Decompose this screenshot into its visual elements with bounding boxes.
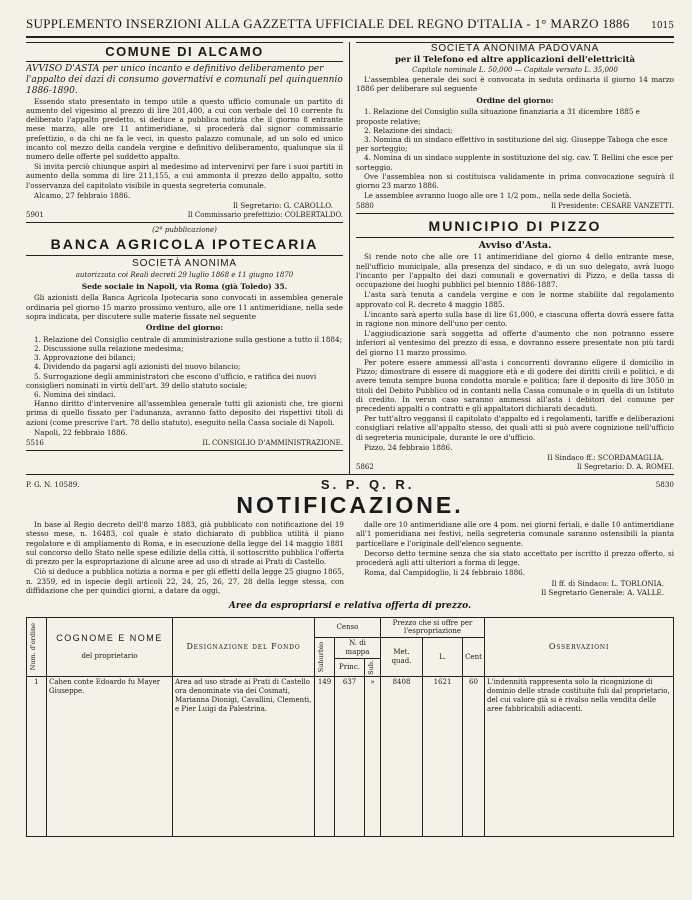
spqr-row xyxy=(26,474,674,494)
col-metri-header: Met. quad. xyxy=(381,638,423,677)
top-columns xyxy=(26,42,674,474)
pgn-number: P. G. N. 10589. xyxy=(26,480,80,490)
pizzo-para: Si rende noto che alle ore 11 antimeridiane del giorno 4 dello entrante mese, nell'ufficio municipale, alla presenza del sindaco, e di un suo delegato, avrà luogo l'incanto per l'appalto dei dazi comunali e governativi di Pizzo, e della tassa di occupazione dei luoghi pubblici pel biennio 1886-1887. xyxy=(356,252,674,290)
pizzo-para: L'aggiudicazione sarà soggetta ad offerte d'aumento che non potranno essere inferiori al ventesimo del prezzo di essa, e dovranno essere presentate non più tardi del giorno 11 marzo prossimo. xyxy=(356,329,674,357)
notificazione-right-para-2: Decorso detto termine senza che sia stato accettato per iscritto il prezzo offerto, si procederà agli atti ulteriori a forma di legge. xyxy=(356,548,674,568)
col-sub-header: Sub. xyxy=(365,659,381,677)
notificazione-num: 5830 xyxy=(655,480,674,490)
notificazione-left xyxy=(26,520,350,597)
pizzo-date: Pizzo, 24 febbraio 1886. xyxy=(364,442,453,452)
pizzo-subtitle: Avviso d'Asta. xyxy=(478,240,552,252)
col-num-header: Num. d'ordine xyxy=(27,617,47,677)
padovana-para-2: Ove l'assemblea non si costituisca validamente in prima convocazione seguirà il giorno 23 marzo 1886. xyxy=(356,171,674,191)
banca-footer xyxy=(26,438,343,451)
padovana-capitale: Capitale nominale L. 50,000 — Capitale versato L. 35,000 xyxy=(412,66,618,75)
padovana-ordine: Ordine del giorno: xyxy=(476,95,554,105)
pizzo-sign-2: Il Segretario: D. A. ROMEI. xyxy=(576,463,674,472)
banca-date: Napoli, 22 febbraio 1886. xyxy=(34,427,128,437)
col-nome-subtitle: del proprietario xyxy=(81,652,138,661)
pizzo-para: L'incanto sarà aperto sulla base di lire 61,000, e ciascuna offerta dovrà essere fatta in ragione non minore dell'uno per cento. xyxy=(356,309,674,329)
banca-num: 5516 xyxy=(26,439,44,448)
notificazione-date: Roma, dal Campidoglio, li 24 febbraio 1886. xyxy=(364,568,526,578)
right-column xyxy=(350,42,674,474)
notificazione-left-para-2: Ciò si deduce a pubblica notizia a norma e per gli effetti della legge 25 giugno 1865, n. 2359, ed in ispecie degli articoli 22, 24, 25, 26, 27, 28 della legge stessa, con diffidazione che per quindici giorni, a datare da oggi, xyxy=(26,567,344,595)
agenda-item: 1. Relazione del Consiglio centrale di amministrazione sulla gestione a tutto il 1884; xyxy=(34,334,343,344)
pizzo-notice xyxy=(356,217,674,473)
padovana-sign: Il Presidente: CESARE VANZETTI. xyxy=(550,202,674,211)
alcamo-notice xyxy=(26,42,343,224)
table-row xyxy=(27,677,674,837)
agenda-item: 3. Approvazione dei bilanci; xyxy=(34,353,136,363)
col-nome-title: COGNOME E NOME xyxy=(56,632,163,643)
alcamo-sign-1: Il Segretario: G. CAROLLO. xyxy=(232,201,333,211)
banca-sign: IL CONSIGLIO D'AMMINISTRAZIONE. xyxy=(202,439,343,448)
banca-soc: SOCIETÀ ANONIMA xyxy=(132,258,237,270)
agenda-item: 2. Discussione sulla relazione medesima; xyxy=(34,343,184,353)
alcamo-para-2: Si invita perciò chiunque aspiri al medesimo ad intervenirvi per fare i suoi partiti in aumento della somma di lire 211,155, a cui ammonta il prezzo dello appalto, sotto l'osservanza del capitolato visibile in questa segreteria comunale. xyxy=(26,162,343,190)
padovana-notice xyxy=(356,42,674,215)
col-nome-header xyxy=(47,617,173,677)
cell-metri: 8408 xyxy=(381,677,423,837)
banca-auth: autorizzata coi Reali decreti 29 luglio 1868 e 11 giugno 1870 xyxy=(75,270,294,279)
expropriation-table xyxy=(26,617,674,838)
masthead-title: SUPPLEMENTO INSERZIONI ALLA GAZZETTA UFFICIALE DEL REGNO D'ITALIA - 1° MARZO 1886 xyxy=(26,16,630,31)
col-lire-header: L. xyxy=(423,638,463,677)
alcamo-title: COMUNE DI ALCAMO xyxy=(26,42,343,63)
notificazione-left-para: In base al Regio decreto dell'8 marzo 1883, già pubblicato con notificazione del 19 stesso mese, n. 16483, col quale è stato dichiarato di pubblica utilità il piano regolatore e di ampliamento di Roma, e in esecuzione della legge del 14 maggio 1881 sul concorso dello Stato nelle spese edilizie della città, il sottoscritto pubblica l'offerta di prezzo per la espropriazione di alcune aree ad uso di strade ai Prati di Castello. xyxy=(26,520,344,567)
notificazione-sign-2: Il Segretario Generale: A. VALLE. xyxy=(541,587,664,597)
padovana-agenda xyxy=(356,107,674,172)
cell-sub: » xyxy=(365,677,381,837)
banca-para-1: Gli azionisti della Banca Agricola Ipotecaria sono convocati in assemblea generale ordinaria pel giorno 15 marzo prossimo venturo, alle ore 11 antimeridiane, nella sede sopra indicata, per discutere sulle materie fissate nel seguente xyxy=(26,293,343,321)
alcamo-para-1: Essendo stato presentato in tempo utile a questo ufficio comunale un partito di aumento del vigesimo al prezzo di lire 201,400, a cui con verbale del 10 corrente fu deliberato l'appalto predetto, si deduce a pubblica notizia che il giorno 8 entrante mese marzo, alle ore 11 antimeridiane, si procederà dal signor commissario prefettizio, o da chi ne fa le veci, in questo palazzo comunale, ad un solo ed unico incanto col mezzo della candela vergine e definitivo deliberamento, qualunque sia il numero delle offerte pel suddetto appalto. xyxy=(26,96,343,161)
left-column xyxy=(26,42,350,474)
notificazione-right xyxy=(350,520,674,597)
banca-title: BANCA AGRICOLA IPOTECARIA xyxy=(26,235,343,256)
banca-pub: (2ª pubblicazione) xyxy=(152,226,217,235)
table-header-row xyxy=(27,617,674,638)
pizzo-para: L'asta sarà tenuta a candela vergine e con le norme stabilite dal regolamento approvato col R. decreto 4 maggio 1885. xyxy=(356,290,674,309)
col-suburbio-header: Suburbio xyxy=(315,638,335,677)
pizzo-para: Per tutt'altro veggansi il capitolato d'appalto ed i regolamenti, tariffe e deliberazioni consigliari relative all'appalto stesso, dei quali atti si può avere cognizione nell'ufficio di segreteria municipale, durante le ore d'ufficio. xyxy=(356,414,674,442)
notificazione-right-para: dalle ore 10 antimeridiane alle ore 4 pom. nei giorni feriali, e dalle 10 antimeridiane all'1 pomeridiana nei festivi, nella segreteria comunale saranno ostensibili la pianta particellare e l'originale dell'elenco seguente. xyxy=(356,520,674,548)
gazette-page xyxy=(26,16,674,892)
alcamo-footer xyxy=(26,210,343,223)
cell-cent: 60 xyxy=(463,677,485,837)
cell-fondo: Area ad uso strade ai Prati di Castello ora denominate via dei Cosmati, Marianna Dionigi, Cavallini, Clementi, e Pier Luigi da Palestrina. xyxy=(173,677,315,837)
agenda-item: 1. Relazione del Consiglio sulla situazione finanziaria a 31 dicembre 1885 e proposte relative; xyxy=(356,107,640,126)
notificazione-title: NOTIFICAZIONE. xyxy=(236,492,464,519)
col-prezzo-header: Prezzo che si offre per l'espropriazione xyxy=(381,617,485,638)
page-number: 1015 xyxy=(651,21,674,31)
pizzo-num: 5862 xyxy=(356,463,374,472)
col-censo-header: Censo xyxy=(315,617,381,638)
alcamo-sign-2: Il Commissario prefettizio: COLBERTALDO. xyxy=(187,211,343,220)
padovana-para-3: Le assemblee avranno luogo alle ore 1 1/2 pom., nella sede della Società. xyxy=(364,191,632,201)
banca-agenda xyxy=(26,335,343,400)
padovana-subtitle: per il Telefono ed altre applicazioni dell'elettricità xyxy=(394,55,636,66)
cell-princ: 637 xyxy=(335,677,365,837)
spqr-heading: S. P. Q. R. xyxy=(320,476,415,492)
notificazione-columns xyxy=(26,520,674,597)
cell-lire: 1621 xyxy=(423,677,463,837)
alcamo-date: Alcamo, 27 febbraio 1886. xyxy=(34,190,131,200)
col-fondo-header: Designazione del Fondo xyxy=(173,617,315,677)
banca-notice xyxy=(26,226,343,451)
pizzo-sign-1: Il Sindaco ff.: SCORDAMAGLIA. xyxy=(547,453,664,463)
padovana-num: 5880 xyxy=(356,202,374,211)
agenda-item: 4. Nomina di un sindaco supplente in sostituzione del sig. cav. T. Bellini che esce per sorteggio. xyxy=(356,153,673,172)
cell-num: 1 xyxy=(27,677,47,837)
masthead xyxy=(26,16,674,38)
col-princ-header: Princ. xyxy=(335,659,365,677)
padovana-title: SOCIETÀ ANONIMA PADOVANA xyxy=(356,42,674,56)
cell-nome: Cahen conte Edoardo fu Mayer Giuseppe. xyxy=(47,677,173,837)
agenda-item: 5. Surrogazione degli amministratori che escono d'ufficio, e ratifica dei nuovi consiglieri nominati in virtù dell'art. 39 dello statuto sociale; xyxy=(26,371,317,390)
pizzo-para: Per potere essere ammessi all'asta i concorrenti dovranno eligere il domicilio in Pizzo; dimostrare di essere di maggiore età e di godere dei diritti civili e politici, e di avere tenuta sempre buona condotta morale e politica; fare il deposito di lire 3050 in titoli del Debito Pubblico od in contanti nella Cassa comunale o in quella di un Istituto di credito. In verun caso saranno ammessi all'asta i debitori del comune per precedenti appalti o contratti e gli appaltatori dichiarati decaduti. xyxy=(356,357,674,413)
alcamo-subtitle: AVVISO D'ASTA per unico incanto e definitivo deliberamento per l'appalto dei dazi di consumo governativi e comunali pel quinquennio 1886-1890. xyxy=(26,64,343,96)
banca-ordine: Ordine del giorno: xyxy=(145,323,224,333)
pizzo-title: MUNICIPIO DI PIZZO xyxy=(356,217,674,238)
cell-oss: L'indennità rappresenta solo la ricognizione di dominio delle strade costituite fuli dal proprietario, del cui valore già si è rivalso nella vendita delle aree fabbricabili adiacenti. xyxy=(485,677,674,837)
notificazione xyxy=(26,474,674,838)
notificazione-sign-1: Il ff. di Sindaco: L. TORLONIA. xyxy=(551,578,664,588)
agenda-item: 6. Nomina dei sindaci. xyxy=(34,389,116,399)
padovana-footer xyxy=(356,201,674,214)
col-mappa-header: N. di mappa xyxy=(335,638,381,659)
agenda-item: 3. Nomina di un sindaco effettivo in sostituzione del sig. Giuseppe Taboga che esce per sorteggio; xyxy=(356,134,668,154)
alcamo-num: 5901 xyxy=(26,211,44,220)
banca-para-2: Hanno diritto d'intervenire all'assemblea generale tutti gli azionisti che, tre giorni prima di quello fissato per l'adunanza, avranno fatto deposito dei rispettivi titoli di azioni (come prescrive l'art. 78 dello statuto), eseguito nella Cassa sociale di Napoli. xyxy=(26,399,343,427)
pizzo-footer xyxy=(356,462,674,473)
padovana-para-1: L'assemblea generale dei soci è convocata in seduta ordinaria il giorno 14 marzo 1886 per deliberare sul seguente xyxy=(356,75,674,94)
table-caption: Aree da espropriarsi e relativa offerta di prezzo. xyxy=(228,601,472,611)
agenda-item: 4. Dividendo da pagarsi agli azionisti del nuovo bilancio; xyxy=(34,362,241,372)
col-cent-header: Cent xyxy=(463,638,485,677)
agenda-item: 2. Relazione dei sindaci; xyxy=(364,125,453,135)
cell-suburbio: 149 xyxy=(315,677,335,837)
banca-sede: Sede sociale in Napoli, via Roma (già Toledo) 35. xyxy=(81,281,288,291)
col-oss-header: Osservazioni xyxy=(485,617,674,677)
